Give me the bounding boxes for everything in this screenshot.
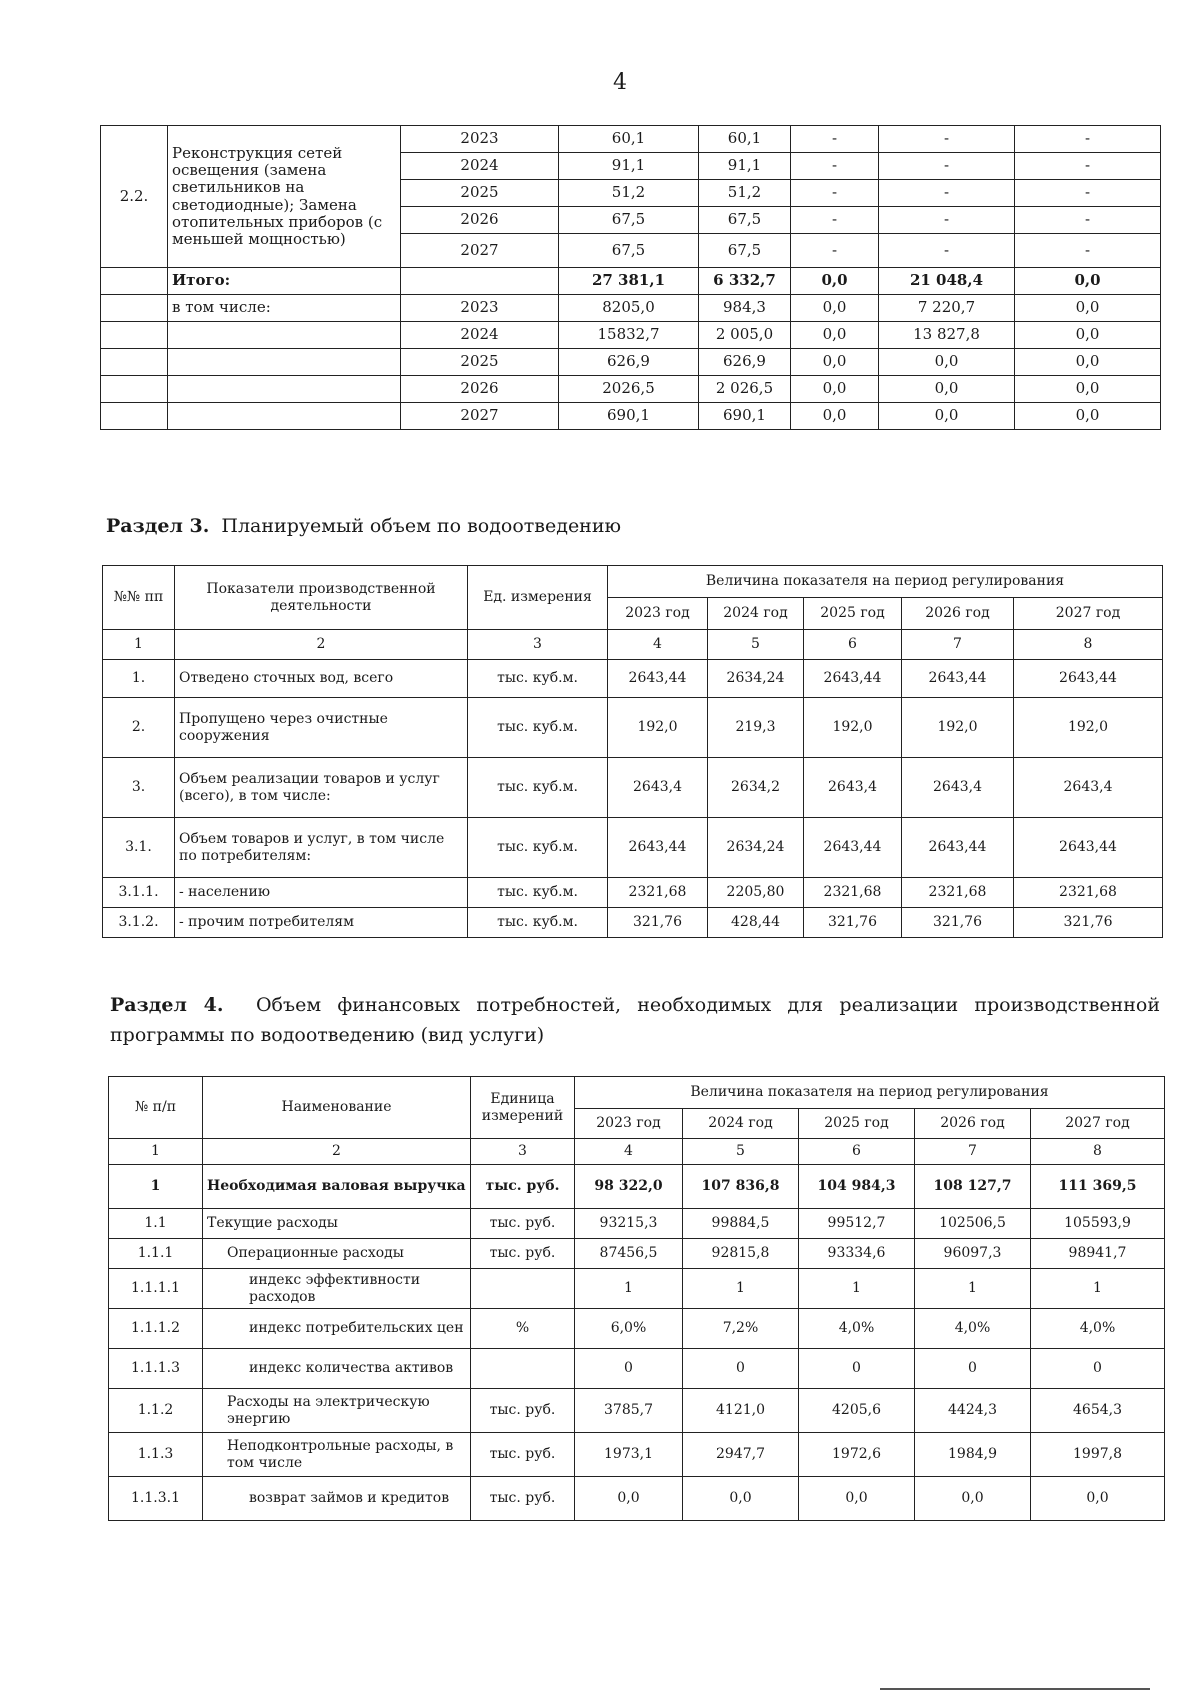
row-unit [471,1269,575,1309]
year-header: 2025 год [799,1109,915,1139]
value-cell: 67,5 [699,234,791,268]
table-row [109,1209,1165,1239]
value-cell: 626,9 [699,349,791,376]
value-cell: 7 220,7 [879,295,1015,322]
year-cell: 2026 [401,207,559,234]
table-row [103,818,1163,878]
row-value: 6,0% [575,1309,683,1349]
value-cell: - [879,234,1015,268]
value-cell: 984,3 [699,295,791,322]
column-index: 4 [575,1139,683,1165]
column-index: 7 [915,1139,1031,1165]
row-name: - прочим потребителям [175,908,468,938]
value-cell: 91,1 [699,153,791,180]
total-value: 0,0 [1015,268,1161,295]
row-number: 3.1. [103,818,175,878]
row-number: 3.1.2. [103,908,175,938]
row-value: 2643,4 [608,758,708,818]
col-header-name: Наименование [203,1077,471,1139]
row-value: 2321,68 [1014,878,1163,908]
table-row [109,1309,1165,1349]
empty-cell [101,349,168,376]
row-value: 2634,2 [708,758,804,818]
row-value: 219,3 [708,698,804,758]
value-cell: 0,0 [791,322,879,349]
row-value: 321,76 [1014,908,1163,938]
row-unit: тыс. руб. [471,1433,575,1477]
row-value: 92815,8 [683,1239,799,1269]
row-value: 93215,3 [575,1209,683,1239]
year-header: 2023 год [575,1109,683,1139]
row-value: 192,0 [608,698,708,758]
col-header-num: № п/п [109,1077,203,1139]
column-index: 5 [708,630,804,660]
row-unit: тыс. куб.м. [468,878,608,908]
year-header: 2024 год [683,1109,799,1139]
value-cell: - [1015,153,1161,180]
row-value: 7,2% [683,1309,799,1349]
row-number: 1. [103,660,175,698]
row-number: 1.1.1.1 [109,1269,203,1309]
value-cell: - [1015,207,1161,234]
table-row [103,908,1163,938]
row-name: индекс количества активов [203,1349,471,1389]
value-cell: 626,9 [559,349,699,376]
row-value: 2643,44 [804,818,902,878]
row-value: 0,0 [683,1477,799,1521]
row-number: 1.1.3.1 [109,1477,203,1521]
year-cell: 2023 [401,295,559,322]
row-value: 0,0 [915,1477,1031,1521]
row-value: 2643,44 [902,660,1014,698]
row-unit: тыс. руб. [471,1477,575,1521]
table-row [101,126,1161,153]
row-value: 2634,24 [708,818,804,878]
row-value: 1972,6 [799,1433,915,1477]
row-name: Объем товаров и услуг, в том числе по потребителям: [175,818,468,878]
row-value: 2643,4 [804,758,902,818]
value-cell: - [1015,126,1161,153]
row-unit: тыс. куб.м. [468,698,608,758]
row-value: 2643,44 [608,818,708,878]
year-header: 2023 год [608,598,708,630]
year-cell: 2023 [401,126,559,153]
row-number: 1.1 [109,1209,203,1239]
row-number: 1.1.3 [109,1433,203,1477]
row-name: Операционные расходы [203,1239,471,1269]
year-cell: 2026 [401,376,559,403]
total-value: 0,0 [791,268,879,295]
row-unit: тыс. куб.м. [468,908,608,938]
empty-cell [168,403,401,430]
row-number: 1.1.1 [109,1239,203,1269]
row-value: 2643,44 [608,660,708,698]
value-cell: 0,0 [879,403,1015,430]
row-value: 1 [683,1269,799,1309]
row-name: Необходимая валовая выручка [203,1165,471,1209]
row-value: 192,0 [902,698,1014,758]
value-cell: - [879,153,1015,180]
value-cell: 51,2 [559,180,699,207]
value-cell: - [791,180,879,207]
value-cell: 0,0 [1015,349,1161,376]
total-row [101,268,1161,295]
value-cell: 2026,5 [559,376,699,403]
row-unit: тыс. руб. [471,1209,575,1239]
col-header-value: Величина показателя на период регулирования [608,566,1163,598]
value-cell: 60,1 [699,126,791,153]
value-cell: 0,0 [1015,376,1161,403]
column-index: 1 [109,1139,203,1165]
measures-table [100,125,1161,430]
section3-heading: Раздел 3. Планируемый объем по водоотведению [106,515,622,537]
row-value: 321,76 [902,908,1014,938]
value-cell: 0,0 [791,349,879,376]
row-value: 87456,5 [575,1239,683,1269]
table-row [101,295,1161,322]
table-row [101,322,1161,349]
column-index: 5 [683,1139,799,1165]
table-row [103,660,1163,698]
table-row [109,1477,1165,1521]
column-index: 8 [1014,630,1163,660]
empty-cell [101,295,168,322]
value-cell: 51,2 [699,180,791,207]
row-value: 4121,0 [683,1389,799,1433]
value-cell: 690,1 [559,403,699,430]
row-value: 2643,44 [902,818,1014,878]
total-value: 6 332,7 [699,268,791,295]
row-value: 4205,6 [799,1389,915,1433]
table-row [103,758,1163,818]
year-header: 2025 год [804,598,902,630]
year-header: 2027 год [1014,598,1163,630]
row-value: 4,0% [915,1309,1031,1349]
value-cell: 13 827,8 [879,322,1015,349]
value-cell: 2 005,0 [699,322,791,349]
row-number: 1.1.1.3 [109,1349,203,1389]
table-row [109,1165,1165,1209]
value-cell: 67,5 [559,234,699,268]
value-cell: 0,0 [791,295,879,322]
row-value: 108 127,7 [915,1165,1031,1209]
row-name: Объем реализации товаров и услуг (всего), в том числе: [175,758,468,818]
value-cell: 0,0 [1015,403,1161,430]
empty-cell [168,376,401,403]
page-number: 4 [613,70,627,95]
row-value: 4654,3 [1031,1389,1165,1433]
row-name: возврат займов и кредитов [203,1477,471,1521]
row-name: Отведено сточных вод, всего [175,660,468,698]
empty-cell [168,322,401,349]
table-row [101,376,1161,403]
value-cell: 60,1 [559,126,699,153]
row-value: 98 322,0 [575,1165,683,1209]
row-number: 1 [109,1165,203,1209]
value-cell: 690,1 [699,403,791,430]
item-name: Реконструкция сетей освещения (замена светильников на светодиодные); Замена отопительных приборов (с меньшей мощностью) [168,126,401,268]
row-value: 99512,7 [799,1209,915,1239]
year-header: 2024 год [708,598,804,630]
row-value: 1973,1 [575,1433,683,1477]
value-cell: 0,0 [1015,322,1161,349]
table-row [109,1433,1165,1477]
column-index: 4 [608,630,708,660]
table-row [109,1269,1165,1309]
row-value: 428,44 [708,908,804,938]
row-value: 2643,4 [902,758,1014,818]
column-index: 8 [1031,1139,1165,1165]
row-value: 102506,5 [915,1209,1031,1239]
row-name: индекс потребительских цен [203,1309,471,1349]
empty-cell [101,322,168,349]
value-cell: - [1015,180,1161,207]
table-row [109,1349,1165,1389]
row-value: 4,0% [799,1309,915,1349]
row-value: 0,0 [575,1477,683,1521]
empty-cell [401,268,559,295]
value-cell: - [791,207,879,234]
row-unit: тыс. руб. [471,1389,575,1433]
row-name: индекс эффективности расходов [203,1269,471,1309]
wastewater-volume-table [102,565,1163,938]
row-value: 0,0 [1031,1477,1165,1521]
row-value: 99884,5 [683,1209,799,1239]
table-row [109,1239,1165,1269]
value-cell: - [879,207,1015,234]
empty-cell [101,376,168,403]
row-value: 3785,7 [575,1389,683,1433]
row-value: 321,76 [804,908,902,938]
year-cell: 2025 [401,180,559,207]
row-value: 0 [1031,1349,1165,1389]
year-header: 2027 год [1031,1109,1165,1139]
value-cell: - [791,153,879,180]
row-value: 2643,44 [1014,660,1163,698]
table-row [103,698,1163,758]
row-value: 1 [915,1269,1031,1309]
row-value: 107 836,8 [683,1165,799,1209]
value-cell: 0,0 [1015,295,1161,322]
row-unit [471,1349,575,1389]
col-header-num: №№ пп [103,566,175,630]
year-header: 2026 год [915,1109,1031,1139]
row-value: 2205,80 [708,878,804,908]
row-unit: тыс. куб.м. [468,818,608,878]
table-row [109,1389,1165,1433]
row-value: 192,0 [1014,698,1163,758]
row-unit: тыс. руб. [471,1239,575,1269]
row-number: 1.1.2 [109,1389,203,1433]
row-name: Неподконтрольные расходы, в том числе [203,1433,471,1477]
value-cell: 0,0 [879,376,1015,403]
year-cell: 2027 [401,234,559,268]
column-index: 3 [468,630,608,660]
empty-cell [168,349,401,376]
row-value: 0 [575,1349,683,1389]
column-index: 2 [203,1139,471,1165]
row-value: 1 [799,1269,915,1309]
row-name: Пропущено через очистные сооружения [175,698,468,758]
value-cell: 67,5 [699,207,791,234]
value-cell: - [791,126,879,153]
section4-heading: Раздел 4. Объем финансовых потребностей, необходимых для реализации производственной программы по водоотведению (вид услуги) [110,994,1160,1047]
value-cell: - [879,180,1015,207]
row-name: - населению [175,878,468,908]
row-value: 2643,4 [1014,758,1163,818]
year-cell: 2027 [401,403,559,430]
year-header: 2026 год [902,598,1014,630]
row-value: 321,76 [608,908,708,938]
row-value: 192,0 [804,698,902,758]
row-value: 0 [683,1349,799,1389]
row-name: Расходы на электрическую энергию [203,1389,471,1433]
value-cell: - [791,234,879,268]
row-value: 1997,8 [1031,1433,1165,1477]
row-unit: тыс. руб. [471,1165,575,1209]
row-value: 1984,9 [915,1433,1031,1477]
item-number: 2.2. [101,126,168,268]
col-header-unit: Единица измерений [471,1077,575,1139]
value-cell: 15832,7 [559,322,699,349]
row-value: 2643,44 [1014,818,1163,878]
total-label: Итого: [168,268,401,295]
value-cell: 0,0 [791,376,879,403]
col-header-unit: Ед. измерения [468,566,608,630]
row-number: 1.1.1.2 [109,1309,203,1349]
row-value: 4,0% [1031,1309,1165,1349]
row-value: 0 [915,1349,1031,1389]
footer-line [880,1688,1150,1690]
row-number: 3. [103,758,175,818]
row-value: 2947,7 [683,1433,799,1477]
row-value: 2634,24 [708,660,804,698]
including-label: в том числе: [168,295,401,322]
row-value: 2643,44 [804,660,902,698]
value-cell: 91,1 [559,153,699,180]
row-value: 93334,6 [799,1239,915,1269]
year-cell: 2024 [401,153,559,180]
row-unit: тыс. куб.м. [468,758,608,818]
value-cell: 0,0 [791,403,879,430]
row-value: 105593,9 [1031,1209,1165,1239]
col-header-value: Величина показателя на период регулирования [575,1077,1165,1109]
table-row [103,878,1163,908]
value-cell: 0,0 [879,349,1015,376]
row-unit: % [471,1309,575,1349]
total-value: 21 048,4 [879,268,1015,295]
year-cell: 2024 [401,322,559,349]
row-value: 98941,7 [1031,1239,1165,1269]
value-cell: 2 026,5 [699,376,791,403]
year-cell: 2025 [401,349,559,376]
row-unit: тыс. куб.м. [468,660,608,698]
column-index: 2 [175,630,468,660]
col-header-name: Показатели производственной деятельности [175,566,468,630]
value-cell: - [1015,234,1161,268]
row-number: 2. [103,698,175,758]
table-row [101,403,1161,430]
row-value: 0 [799,1349,915,1389]
column-index: 7 [902,630,1014,660]
value-cell: 8205,0 [559,295,699,322]
column-index: 1 [103,630,175,660]
total-value: 27 381,1 [559,268,699,295]
column-index: 6 [804,630,902,660]
row-name: Текущие расходы [203,1209,471,1239]
row-value: 1 [575,1269,683,1309]
row-value: 2321,68 [902,878,1014,908]
row-value: 2321,68 [804,878,902,908]
empty-cell [101,403,168,430]
column-index: 3 [471,1139,575,1165]
row-number: 3.1.1. [103,878,175,908]
table-row [101,349,1161,376]
row-value: 0,0 [799,1477,915,1521]
row-value: 1 [1031,1269,1165,1309]
row-value: 2321,68 [608,878,708,908]
row-value: 104 984,3 [799,1165,915,1209]
row-value: 4424,3 [915,1389,1031,1433]
row-value: 96097,3 [915,1239,1031,1269]
financial-needs-table [108,1076,1165,1521]
row-value: 111 369,5 [1031,1165,1165,1209]
empty-cell [101,268,168,295]
value-cell: 67,5 [559,207,699,234]
column-index: 6 [799,1139,915,1165]
value-cell: - [879,126,1015,153]
